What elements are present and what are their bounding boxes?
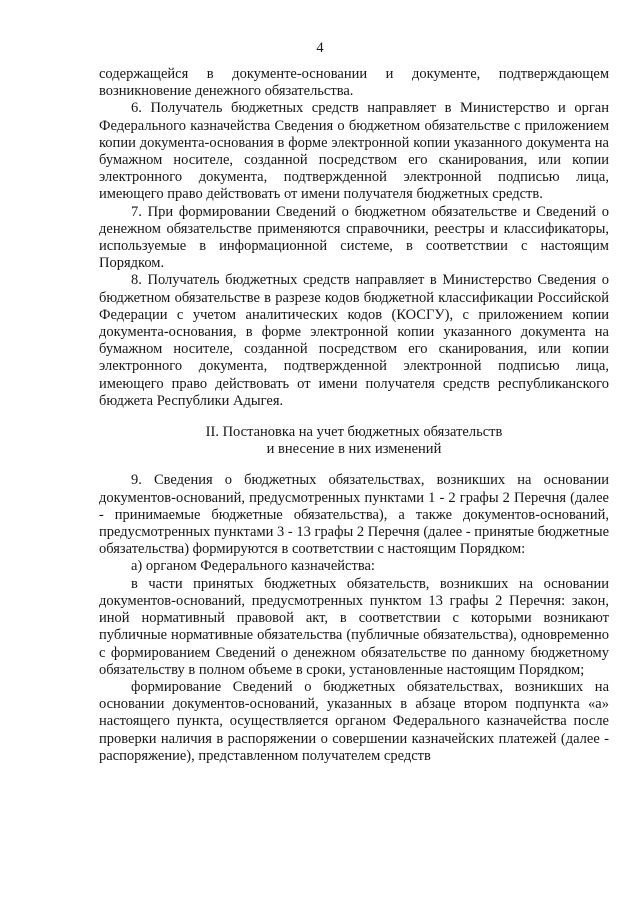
paragraph-item-6: 6. Получатель бюджетных средств направляет в Министерство и орган Федерального казначейства Сведения о бюджетном обязательстве с приложением копии документа-основания в форме электронной копии указанного документа на бумажном носителе, созданной посредством его сканирования, или копии электронного документа, подтвержденной электронной подписью лица, имеющего право действовать от имени получателя бюджетных средств. xyxy=(99,100,609,203)
section-heading-line-1: II. Постановка на учет бюджетных обязательств xyxy=(205,424,503,441)
paragraph-item-8: 8. Получатель бюджетных средств направляет в Министерство Сведения о бюджетном обязательстве в разрезе кодов бюджетной классификации Российской Федерации с учетом аналитических кодов (КОСГУ), с приложением копии документа-основания, в форме электронной копии указанного документа на бумажном носителе, созданной посредством его сканирования, или копии электронного документа, подтвержденной электронной подписью лица, имеющего право действовать от имени получателя средств республиканского бюджета Республики Адыгея. xyxy=(99,272,609,409)
paragraph-continuation: содержащейся в документе-основании и документе, подтверждающем возникновение денежного обязательства. xyxy=(99,66,609,100)
paragraph-item-9: 9. Сведения о бюджетных обязательствах, возникших на основании документов-оснований, предусмотренных пунктами 1 - 2 графы 2 Перечня (далее - принимаемые бюджетные обязательства), а также документов-оснований, предусмотренных пунктами 3 - 13 графы 2 Перечня (далее - принятые бюджетные обязательства) формируются в соответствии с настоящим Порядком: xyxy=(99,472,610,558)
section-heading xyxy=(99,424,609,458)
paragraph-item-7: 7. При формировании Сведений о бюджетном обязательстве и Сведений о денежном обязательстве применяются справочники, реестры и классификаторы, используемые в информационной системе, в соответствии с настоящим Порядком. xyxy=(99,203,609,272)
document-body xyxy=(99,66,609,765)
page-number: 4 xyxy=(316,40,324,56)
paragraph-accepted-obligations: в части принятых бюджетных обязательств, возникших на основании документов-оснований, предусмотренных пунктом 13 графы 2 Перечня: закон, иной нормативный правовой акт, в соответствии с которыми возникают публичные нормативные обязательства (публичные обязательства), одновременно с формированием Сведений о денежном обязательстве по данному бюджетному обязательству в полном объеме в сроки, установленные настоящим Порядком; xyxy=(99,575,609,678)
paragraph-formation-info: формирование Сведений о бюджетных обязательствах, возникших на основании документов-оснований, указанных в абзаце втором подпункта «а» настоящего пункта, осуществляется органом Федерального казначейства после проверки наличия в распоряжении о совершении казначейских платежей (далее - распоряжение), представленном получателем средств xyxy=(99,678,609,764)
subitem-a: а) органом Федерального казначейства: xyxy=(131,558,375,575)
section-heading-line-2: и внесение в них изменений xyxy=(266,441,442,458)
